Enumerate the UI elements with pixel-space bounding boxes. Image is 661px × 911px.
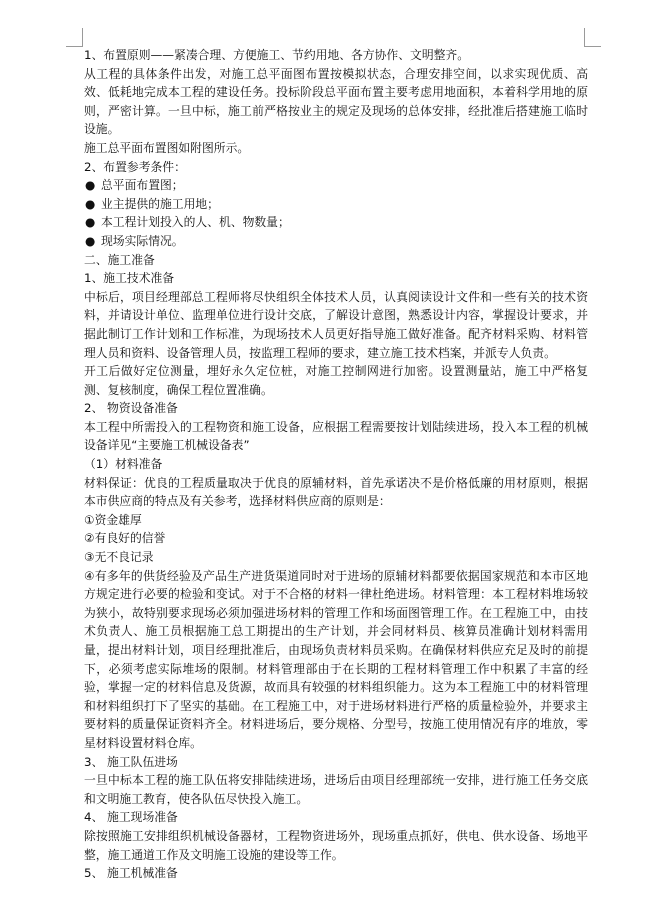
list-item-record: ③无不良记录 xyxy=(84,550,154,565)
heading-materials-equipment: 2、 物资设备准备 xyxy=(84,401,178,416)
bullet-icon: ● xyxy=(85,233,96,248)
paragraph-team-entry: 一旦中标本工程的施工队伍将安排陆续进场，进场后由项目经理部统一安排，进行施工任务交底和文明施工教育，使各队伍尽快投入施工。 xyxy=(84,773,588,806)
crop-mark-top-left xyxy=(66,28,83,47)
section-heading-construction-prep: 二、施工准备 xyxy=(84,252,155,267)
bullet-icon: ● xyxy=(85,215,96,230)
paragraph-survey: 开工后做好定位测量，埋好永久定位桩，对施工控制网进行加密。设置测量站，施工中严格复测、复核制度，确保工程位置准确。 xyxy=(84,364,588,397)
bullet-icon: ● xyxy=(85,196,96,211)
paragraph-site-prep: 除按照施工安排组织机械设备器材，工程物资进场外，现场重点抓好，供电、供水设备、场地平整，施工通道工作及文明施工设施的建设等工作。 xyxy=(84,828,588,862)
paragraph-layout-description: 从工程的具体条件出发，对施工总平面图布置按模拟状态，合理安排空间，以求实现优质、高效、低耗地完成本工程的建设任务。投标阶段总平面布置主要考虑用地面积，本着科学用地的原则，严密计算。一旦中标，施工前严格按业主的规定及现场的总体安排，经批准后搭建施工临时设施。 xyxy=(84,66,588,137)
list-item: ● 业主提供的施工用地； xyxy=(84,195,588,214)
list-item-reputation: ②有良好的信誉 xyxy=(84,531,166,546)
bullet-icon: ● xyxy=(85,178,96,193)
paragraph-material-guarantee: 材料保证：优良的工程质量取决于优良的原辅材料，首先承诺决不是价格低廉的用材原则，根据本市供应商的特点及有关参考，选择材料供应商的原则是： xyxy=(84,475,588,509)
list-item: ● 总平面布置图； xyxy=(84,176,588,195)
list-item-capital: ①资金雄厚 xyxy=(84,512,142,527)
paragraph-materials-equipment: 本工程中所需投入的工程物资和施工设备，应根据工程需要按计划陆续进场，投入本工程的机械设备详见“主要施工机械设备表” xyxy=(84,419,588,453)
heading-material-prep: （1）材料准备 xyxy=(84,457,163,472)
crop-mark-top-right xyxy=(584,28,601,47)
paragraph-technical-prep: 中标后，项目经理部总工程师将尽快组织全体技术人员，认真阅读设计文件和一些有关的技术资料，并请设计单位、监理单位进行设计交底，了解设计意图，熟悉设计内容，掌握设计要求，并据此制订工作计划和工作标准，为现场技术人员更好指导施工做好准备。配齐材料采购、材料管理人员和资料、设备管理人员，按监理工程师的要求，建立施工技术档案，并派专人负责。 xyxy=(84,289,588,360)
list-item: ● 本工程计划投入的人、机、物数量； xyxy=(84,213,588,232)
heading-layout-reference: 2、布置参考条件： xyxy=(84,159,186,174)
paragraph-material-management: ④有多年的供货经验及产品生产进货渠道同时对于进场的原辅材料都要依据国家规范和本市区地方规定进行必要的检验和变试。对于不合格的材料一律杜绝进场。材料管理：本工程材料堆场较为狭小，故特别要求现场必须加强进场材料的管理工作和场面图管理工作。在工程施工中，由技术负责人、施工员根据施工总工期提出的生产计划，并会同材料员、核算员准确计划材料需用量，提出材料计划，项目经理批准后，由现场负责材料员采购。在确保材料供应充足及时的前提下，必须考虑实际堆场的限制。材料管理部由于在长期的工程材料管理工作中积累了丰富的经验，掌握一定的材料信息及货源，故而具有较强的材料组织能力。这为本工程施工中的材料管理和材料组织打下了坚实的基础。在工程施工中，对于进场材料进行严格的质量检验外，并要求主要材料的质量保证资料齐全。材料进场后，要分规格、分型号，按施工使用情况有序的堆放，零星材料设置材料仓库。 xyxy=(84,568,588,750)
list-item: ● 现场实际情况。 xyxy=(84,232,588,251)
heading-technical-prep: 1、施工技术准备 xyxy=(84,271,175,286)
heading-machinery-prep: 5、 施工机械准备 xyxy=(84,866,178,881)
paragraph-layout-figure-ref: 施工总平面布置图如附图所示。 xyxy=(84,140,250,155)
heading-team-entry: 3、 施工队伍进场 xyxy=(84,754,178,769)
heading-site-prep: 4、 施工现场准备 xyxy=(84,810,178,825)
heading-layout-principle: 1、布置原则——紧凑合理、方便施工、节约用地、各方协作、文明整齐。 xyxy=(84,48,470,62)
document-body xyxy=(84,46,588,883)
